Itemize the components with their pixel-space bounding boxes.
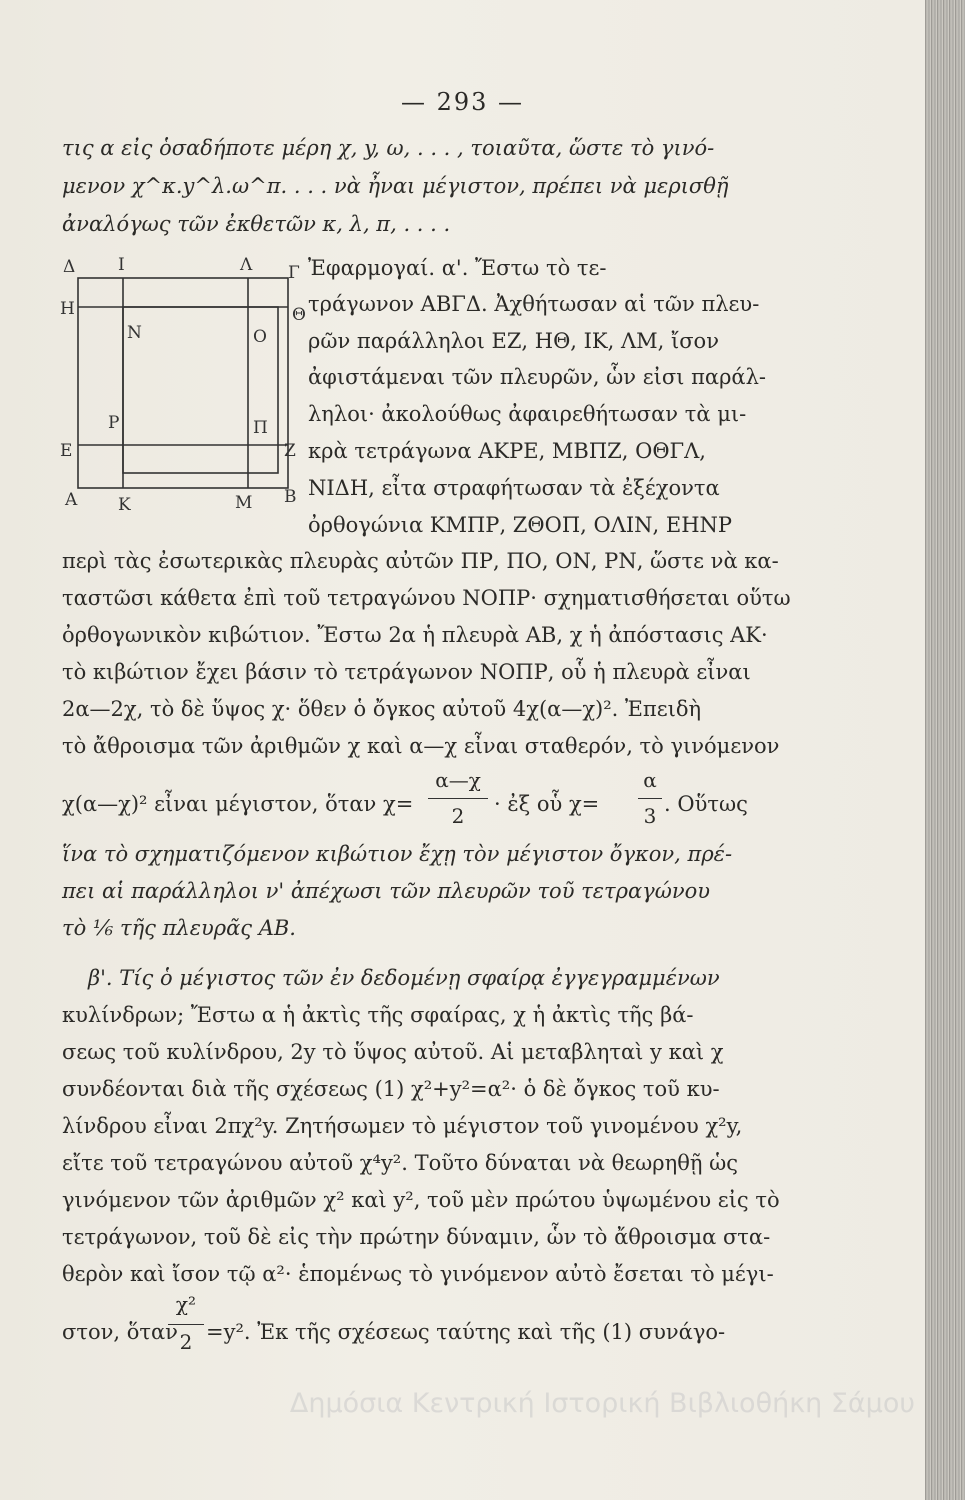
book-page-edges <box>925 0 965 1500</box>
text-line: περὶ τὰς ἐσωτερικὰς πλευρὰς αὐτῶν ΠΡ, ΠΟ, ΟΝ, ΡΝ, ὥστε νὰ κα- <box>62 549 779 573</box>
text-line: τετράγωνον, τοῦ δὲ εἰς τὴν πρώτην δύναμιν, ὧν τὸ ἄθροισμα στα- <box>62 1225 771 1249</box>
library-watermark: Δημόσια Κεντρική Ιστορική Βιβλιοθήκη Σάμου <box>289 1388 915 1419</box>
fraction-bar <box>638 798 662 799</box>
text-line: ὀρθογώνια ΚΜΠΡ, ΖΘΟΠ, ΟΛΙΝ, ΕΗΝΡ <box>308 513 733 537</box>
eq1-numerator: α—χ <box>435 768 481 792</box>
label-zeta: Ζ <box>284 441 296 461</box>
eq2-numerator: χ² <box>175 1292 197 1316</box>
text-line: ταστῶσι κάθετα ἐπὶ τοῦ τετραγώνου ΝΟΠΡ· σχηματισθήσεται οὕτω <box>62 586 791 610</box>
text-line: μενον χ^κ.y^λ.ω^π. . . . νὰ ἦναι μέγιστον, πρέπει νὰ μερισθῇ <box>62 174 729 198</box>
text-line: 2α—2χ, τὸ δὲ ὕψος χ· ὅθεν ὁ ὄγκος αὐτοῦ 4χ(α—χ)². Ἐπειδὴ <box>62 697 702 721</box>
label-theta: Θ <box>292 305 306 325</box>
label-omicron: Ο <box>253 327 267 347</box>
text-line: πει αἱ παράλληλοι ν' ἀπέχωσι τῶν πλευρῶν τοῦ τετραγώνου <box>62 879 711 903</box>
text-line: τὸ ⅙ τῆς πλευρᾶς ΑΒ. <box>62 916 296 940</box>
section-heading: β'. Τίς ὁ μέγιστος τῶν ἐν δεδομένῃ σφαίρᾳ ἐγγεγραμμένων <box>88 966 720 990</box>
label-lambda: Λ <box>240 255 253 275</box>
label-kappa: Κ <box>118 495 131 515</box>
eq2-right: =y². Ἐκ τῆς σχέσεως ταύτης καὶ τῆς (1) συνάγο- <box>206 1320 726 1344</box>
fraction-bar <box>168 1324 204 1325</box>
eq1-denominator: 2 <box>451 804 465 828</box>
eq1-denominator2: 3 <box>643 804 657 828</box>
text-line: ἀναλόγως τῶν ἐκθετῶν κ, λ, π, . . . . <box>62 212 451 236</box>
text-line: λίνδρου εἶναι 2πχ²y. Ζητήσωμεν τὸ μέγιστον τοῦ γινομένου χ²y, <box>62 1114 743 1138</box>
text-line: ληλοι· ἀκολούθως ἀφαιρεθήτωσαν τὰ μι- <box>308 402 747 426</box>
text-line: τὸ ἄθροισμα τῶν ἀριθμῶν χ καὶ α—χ εἶναι σταθερόν, τὸ γινόμενον <box>62 734 780 758</box>
label-iota: Ι <box>118 255 125 275</box>
eq1-mid: · ἐξ οὗ χ= <box>494 792 600 816</box>
eq1-left: χ(α—χ)² εἶναι μέγιστον, ὅταν χ= <box>62 792 414 816</box>
label-alpha: Α <box>65 490 78 510</box>
eq1-end: . Οὕτως <box>664 792 748 816</box>
eq2-left: στον, ὅταν <box>62 1320 178 1344</box>
outer-square <box>78 278 288 488</box>
text-line: τράγωνον ΑΒΓΔ. Ἀχθήτωσαν αἱ τῶν πλευ- <box>308 292 760 316</box>
label-pi: Π <box>253 418 268 438</box>
page-number: — 293 — <box>400 88 525 116</box>
eq1-numerator2: α <box>643 768 657 792</box>
label-nu: Ν <box>127 323 142 343</box>
label-delta: Δ <box>63 257 76 277</box>
label-gamma: Γ <box>288 263 300 283</box>
text-line: ΝΙΔΗ, εἶτα στραφήτωσαν τὰ ἐξέχοντα <box>308 476 720 500</box>
label-beta: Β <box>284 487 297 507</box>
fraction-bar <box>428 798 488 799</box>
text-line: γινόμενον τῶν ἀριθμῶν χ² καὶ y², τοῦ μὲν πρώτου ὑψωμένου εἰς τὸ <box>62 1188 780 1212</box>
text-line: ρῶν παράλληλοι ΕΖ, ΗΘ, ΙΚ, ΛΜ, ἴσον <box>308 329 719 353</box>
square-diagram <box>60 250 310 520</box>
label-eta: Η <box>60 299 75 319</box>
label-mu: Μ <box>235 493 253 513</box>
eq2-denominator: 2 <box>179 1330 193 1354</box>
text-line: κρὰ τετράγωνα ΑΚΡΕ, ΜΒΠΖ, ΟΘΓΛ, <box>308 439 706 463</box>
label-epsilon: Ε <box>60 441 73 461</box>
text-line: ὀρθογωνικὸν κιβώτιον. Ἔστω 2α ἡ πλευρὰ ΑΒ, χ ἡ ἀπόστασις ΑΚ· <box>62 623 768 647</box>
text-line: εἴτε τοῦ τετραγώνου αὐτοῦ χ⁴y². Τοῦτο δύναται νὰ θεωρηθῇ ὡς <box>62 1151 738 1175</box>
text-line: τις α εἰς ὁσαδήποτε μέρη χ, y, ω, . . . , τοιαῦτα, ὥστε τὸ γινό- <box>62 136 715 160</box>
label-rho: Ρ <box>108 413 120 433</box>
text-line: θερὸν καὶ ἴσον τῷ α²· ἑπομένως τὸ γινόμενον αὐτὸ ἔσεται τὸ μέγι- <box>62 1262 774 1286</box>
text-line: ἵνα τὸ σχηματιζόμενον κιβώτιον ἔχῃ τὸν μέγιστον ὄγκον, πρέ- <box>62 842 733 866</box>
text-line: κυλίνδρων; Ἔστω α ἡ ἀκτὶς τῆς σφαίρας, χ ἡ ἀκτὶς τῆς βά- <box>62 1003 694 1027</box>
text-line: τὸ κιβώτιον ἔχει βάσιν τὸ τετράγωνον ΝΟΠΡ, οὗ ἡ πλευρὰ εἶναι <box>62 660 751 684</box>
text-line: ἀφιστάμεναι τῶν πλευρῶν, ὧν εἰσι παράλ- <box>308 365 767 389</box>
text-line: σεως τοῦ κυλίνδρου, 2y τὸ ὕψος αὐτοῦ. Αἱ μεταβληταὶ y καὶ χ <box>62 1040 724 1064</box>
text-line: συνδέονται διὰ τῆς σχέσεως (1) χ²+y²=α²· ὁ δὲ ὄγκος τοῦ κυ- <box>62 1077 720 1101</box>
text-line: Ἐφαρμογαί. α'. Ἔστω τὸ τε- <box>308 256 607 280</box>
